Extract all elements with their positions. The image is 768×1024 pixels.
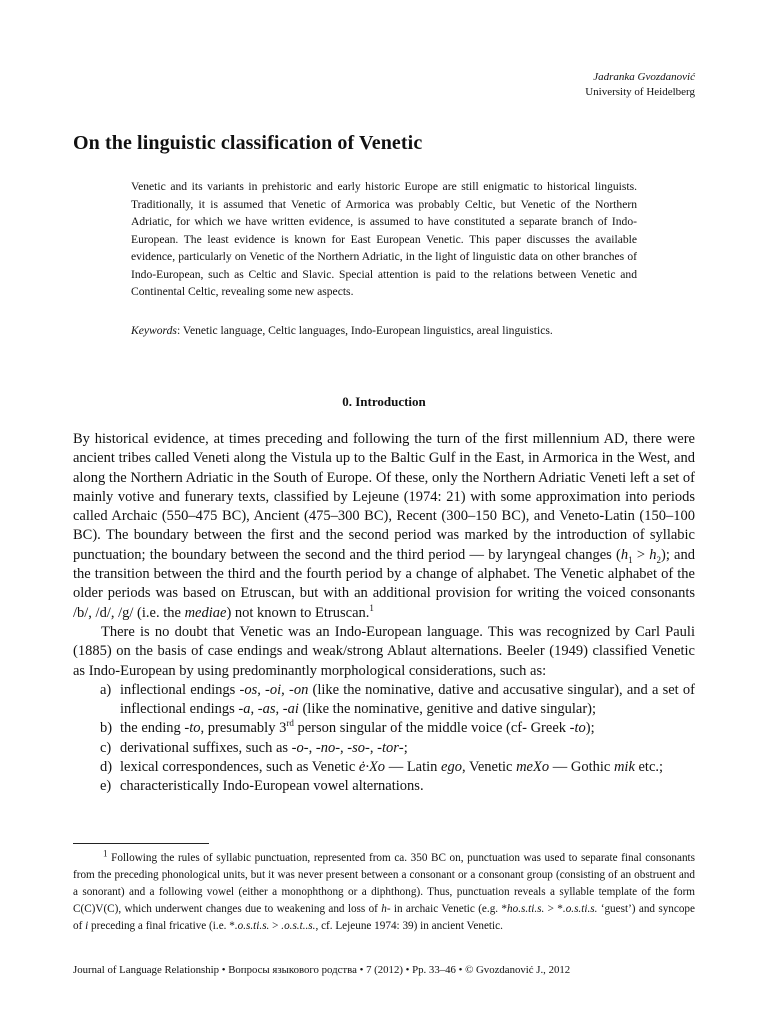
journal-footer: Journal of Language Relationship • Вопросы языкового родства • 7 (2012) • Pp. 33–46 • © Gvozdanović J., 2012 [73,964,571,976]
text-run: , presumably 3 [200,720,287,737]
text-run: ); and the transition between the third and the fourth period by a change of alphabet. The Venetic alphabet of the older periods was based on Etruscan, but with an additional provision for writing the voiced consonants /b/, /d/, /g/ (i.e. the [73,546,695,621]
list-item-e [73,777,695,796]
text-run: (like the nominative, genitive and dative singular); [298,701,597,718]
subscript: 1 [628,554,633,565]
text-run: -, - [303,739,321,756]
keywords-label: Keywords [131,324,177,337]
italic-run: to [574,720,586,737]
author-name: Jadranka Gvozdanović [593,71,695,83]
italic-run: meXo [516,759,550,776]
italic-run: no [320,739,336,756]
list-marker: c) [100,739,112,756]
italic-run: h [649,546,657,563]
italic-run: as [262,701,276,718]
italic-run: on [293,681,309,698]
italic-run: ė·Xo [358,759,386,776]
italic-run: ego [441,759,462,776]
list-marker: b) [100,720,113,737]
paper-title: On the linguistic classification of Venetic [73,132,423,154]
intro-paragraph-1 [73,430,695,623]
intro-paragraph-2: There is no doubt that Venetic was an Indo-European language. This was recognized by Carl Pauli (1885) on the basis of case endings and weak/strong Ablaut alternations. Beeler (1949) classified Venetic as Indo-European by using predominantly morphological considerations, such as: [73,623,695,679]
author-affiliation: University of Heidelberg [585,86,695,98]
italic-run: ho.s.ti.s. [507,903,545,915]
text-run: preceding a final fricative (i.e. * [88,920,235,932]
text-run: derivational suffixes, such as - [120,739,297,756]
subscript: 2 [656,554,661,565]
text-run: ‘guest’) and syncope of [73,903,695,932]
text-run: lexical correspondences, such as Venetic [120,759,359,776]
italic-run: a [243,701,251,718]
footnote-reference[interactable]: 1 [369,602,374,613]
text-run: inflectional endings - [120,681,245,698]
italic-run: tor [381,739,399,756]
italic-run: o [296,739,304,756]
text-run: > [269,920,282,932]
text-run: ); [585,720,595,737]
list-item-b [73,719,695,738]
list-item-a [73,681,695,720]
text-run: — Gothic [549,759,614,776]
keywords [131,322,637,340]
italic-run: os [244,681,258,698]
abstract: Venetic and its variants in prehistoric and early historic Europe are still enigmatic to historical linguists. Traditionally, it is assumed that Venetic of Armorica was probably Celtic, but Venetic of the Northern Adriatic, for which we have written evidence, is assumed to have constituted a separate branch of Indo-European. The least evidence is known for East European Venetic. This paper discusses the available evidence, particularly on Venetic of the Northern Adriatic, in the light of linguistic data on other branches of Indo-European, such as Celtic and Slavic. Special attention is paid to the relations between Venetic and Continental Celtic, revealing some new aspects. [131,180,637,298]
italic-run: ai [287,701,299,718]
text-run: -; [398,739,408,756]
text-run: characteristically Indo-European vowel alternations. [120,778,424,795]
list-item-d [73,758,695,777]
italic-run: h- [381,903,391,915]
footnote-1 [73,850,695,935]
criteria-list [73,681,695,797]
italic-run: to [189,720,201,737]
list-marker: e) [100,778,112,795]
italic-run: oi [269,681,282,698]
body-text [73,430,695,797]
text-run: -, - [335,739,353,756]
text-run: ) not known to Etruscan. [226,604,370,621]
superscript: rd [286,718,294,729]
text-run: , - [281,681,294,698]
text-run: , - [257,681,270,698]
text-run: , Venetic [461,759,517,776]
italic-run: .o.s.ti.s. [562,903,598,915]
text-run: person singular of the middle voice (cf- Greek - [293,720,575,737]
text-run: in archaic Venetic (e.g. * [390,903,508,915]
footnote-number: 1 [103,848,108,859]
text-run: , cf. Lejeune 1974: 39) in ancient Venetic. [315,920,503,932]
italic-run: h [620,546,629,563]
author-block [585,70,695,100]
footnote-separator [73,843,209,844]
text-run: Following the rules of syllabic punctuation, represented from ca. 350 BC on, punctuation was used to separate final consonants from the preceding phonological units, but it was never present between a consonant or a consonant group (consisting of an obstruent and a sonorant) and a following vowel (either a monophthong or a diphthong). Thus, punctuation reveals a syllable template of the form C(C)V(C), which underwent changes due to weakening and loss of [73,852,695,915]
italic-run: mediae [184,604,227,621]
list-marker: a) [100,681,112,698]
text-run: — Latin [385,759,442,776]
list-marker: d) [100,759,113,776]
italic-run: i [85,920,89,932]
italic-run: mik [613,759,635,776]
italic-run: .o.s.t..s. [281,920,316,932]
italic-run: .o.s.ti.s. [234,920,270,932]
list-item-c [73,739,695,758]
keywords-text: : Venetic language, Celtic languages, Indo-European linguistics, areal linguistics. [176,324,553,337]
text-run: etc.; [634,759,664,776]
text-run: the ending - [120,720,190,737]
text-run: By historical evidence, at times preceding and following the turn of the first millennium AD, there were ancient tribes called Veneti along the Vistula up to the Baltic Gulf in the East, in Armorica in the West, and along the Northern Adriatic in the South of Europe. Of these, only the Northern Adriatic Veneti left a set of mainly votive and funerary texts, classified by Lejeune (1974: 21) with some approximation into periods called Archaic (550–475 BC), Ancient (475–300 BC), Recent (300–150 BC), and Veneto-Latin (150–100 BC). The boundary between the first and the second period was marked by the introduction of syllabic punctuation; the boundary between the second and the third period — by laryngeal changes ( [73,431,695,563]
text-run: > [632,546,650,563]
text-run: , - [275,701,288,718]
text-run: (like the nominative, dative and accusative singular), and a set of inflectional endings - [120,681,695,718]
section-heading: 0. Introduction [342,394,426,409]
text-run: , - [250,701,263,718]
italic-run: so [352,739,366,756]
text-run: -, - [365,739,382,756]
text-run: > * [544,903,563,915]
